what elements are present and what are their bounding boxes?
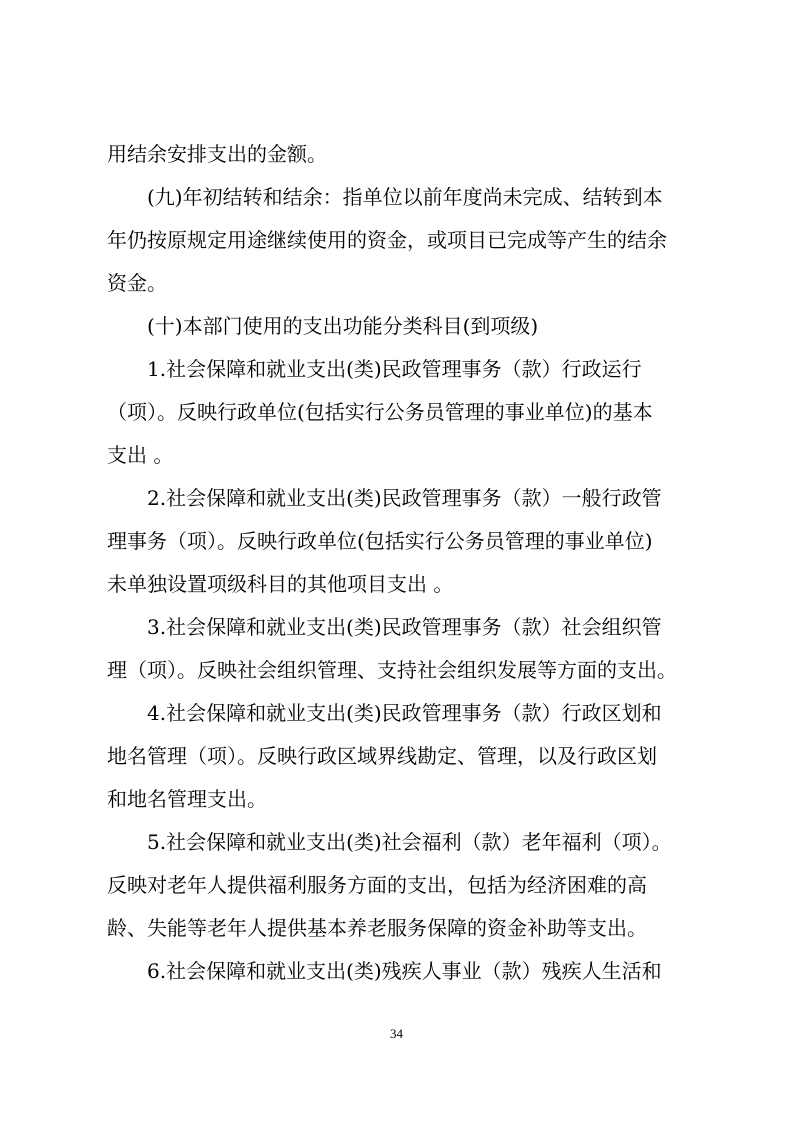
text-line: 支出 。 (107, 443, 174, 467)
page-number: 34 (390, 1026, 403, 1041)
text-line: （项）。反映行政单位(包括实行公务员管理的事业单位)的基本 (107, 400, 653, 424)
text-line: 资金。 (107, 271, 167, 295)
text-line: 1.社会保障和就业支出(类)民政管理事务（款）行政运行 (147, 357, 642, 381)
text-line: 理（项）。反映社会组织管理、支持社会组织发展等方面的支出。 (107, 658, 677, 682)
text-line: 5.社会保障和就业支出(类)社会福利（款）老年福利（项）。 (147, 830, 672, 854)
text-line: 6.社会保障和就业支出(类)残疾人事业（款）残疾人生活和 (147, 959, 662, 983)
text-line: (十)本部门使用的支出功能分类科目(到项级) (147, 314, 539, 338)
text-line: 2.社会保障和就业支出(类)民政管理事务（款）一般行政管 (147, 486, 662, 510)
text-line: 未单独设置项级科目的其他项目支出 。 (107, 572, 454, 596)
text-line: 用结余安排支出的金额。 (107, 142, 327, 166)
text-line: 地名管理（项）。反映行政区域界线勘定、管理，以及行政区划 (107, 744, 657, 768)
text-line: 理事务（项）。反映行政单位(包括实行公务员管理的事业单位) (107, 529, 653, 553)
text-line: 反映对老年人提供福利服务方面的支出，包括为经济困难的高 (107, 873, 647, 897)
text-line: 和地名管理支出。 (107, 787, 267, 811)
text-line: 年仍按原规定用途继续使用的资金，或项目已完成等产生的结余 (107, 228, 667, 252)
text-line: 4.社会保障和就业支出(类)民政管理事务（款）行政区划和 (147, 701, 662, 725)
text-line: (九)年初结转和结余：指单位以前年度尚未完成、结转到本 (147, 185, 663, 209)
text-line: 龄、失能等老年人提供基本养老服务保障的资金补助等支出。 (107, 916, 647, 940)
text-line: 3.社会保障和就业支出(类)民政管理事务（款）社会组织管 (147, 615, 662, 639)
